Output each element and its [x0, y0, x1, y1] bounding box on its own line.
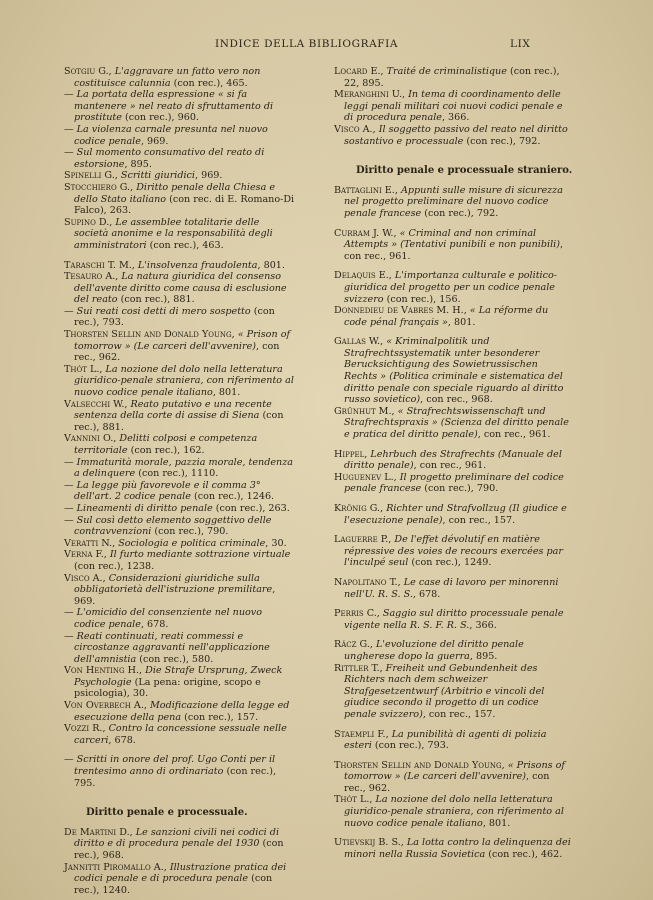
right-section-list: [334, 185, 574, 861]
entry-author: Huguenev L.,: [334, 471, 400, 483]
entry-reference: , 895.: [469, 650, 498, 662]
bibliography-entry: [64, 457, 296, 480]
entry-reference: (con rec.), 968.: [74, 838, 284, 861]
entry-author: —: [64, 305, 77, 317]
entry-reference: (con rec. di E. Romano-Di Falco), 263.: [74, 193, 295, 217]
entry-author: Gallas W.,: [334, 336, 387, 348]
entry-title: Scritti giuridici: [120, 170, 195, 182]
entry-title: « Prison of tomorrow » (Le carceri dell'avvenire): [74, 329, 291, 352]
entry-reference: , 801.: [257, 259, 285, 271]
entry-reference: , 801.: [447, 316, 476, 328]
entry-reference: , 678.: [140, 618, 169, 630]
entry-title: Le sanzioni civili nei codici di diritto e di procedura penale del 1930: [74, 826, 280, 850]
bibliography-entry: [64, 170, 296, 182]
bibliography-entry: [334, 503, 574, 526]
entry-reference: (con rec.), 1110.: [135, 468, 219, 480]
entry-title: La nozione del dolo nella letteratura giuridico-penale straniera, con riferimento al nuovo codice penale italiano: [74, 363, 294, 399]
entry-title: La nozione del dolo nella letteratura giuridico-penale straniera, con riferimento al nuovo codice penale italiano: [344, 794, 564, 829]
entry-title: « La réforme du code pénal français »: [344, 305, 549, 328]
entry-title: L'omicidio del consenziente nel nuovo codice penale: [74, 607, 262, 630]
entry-title: Appunti sulle misure di sicurezza nel progetto preliminare del nuovo codice penale francese: [344, 184, 563, 219]
page-number: LIX: [510, 38, 531, 50]
entry-author: Vozzi R.,: [64, 723, 109, 735]
bibliography-entry: [64, 271, 296, 306]
entry-author: Vannini O.,: [64, 433, 120, 445]
entry-reference: , 895.: [124, 158, 152, 170]
bibliography-entry: [334, 449, 574, 472]
entry-reference: , con rec., 968.: [420, 394, 493, 406]
bibliography-entry: [64, 306, 296, 329]
right-section-title: Diritto penale e processuale straniero.: [356, 165, 573, 177]
entry-reference: (con rec.), 1249.: [408, 557, 492, 569]
entry-author: Thót L.,: [334, 794, 376, 806]
entry-author: De Martini D.,: [64, 826, 136, 838]
entry-author: Spinelli G.,: [64, 170, 121, 182]
bibliography-entry: [334, 534, 574, 569]
entry-reference: (con rec.), 157.: [181, 711, 259, 723]
entry-reference: , 969.: [140, 135, 169, 147]
bibliography-entry: [64, 480, 296, 503]
bibliography-entry: [334, 305, 574, 328]
entry-author: Supino D.,: [64, 216, 116, 228]
entry-title: Il progetto preliminare del codice penale francese: [344, 471, 564, 495]
entry-title: L'importanza culturale e politico-giuridica del progetto per un codice penale svizzero: [344, 270, 558, 305]
entry-author: Von Henting H.,: [64, 665, 146, 677]
entry-reference: , con rec., 962.: [344, 771, 550, 794]
entry-reference: (con rec.), 22, 895.: [344, 66, 560, 89]
entry-title: Sul momento consumativo del reato di estorsione: [74, 147, 265, 170]
bibliography-entry: [334, 185, 574, 220]
bibliography-entry: [64, 538, 296, 550]
bibliography-entry: [64, 631, 296, 666]
entry-author: Curram J. W.,: [334, 227, 400, 239]
entry-author: Rácz G.,: [334, 639, 377, 651]
entry-title: Sui reati cosi detti di mero sospetto: [76, 305, 251, 317]
entry-title: Sul così detto elemento soggettivo delle contravvenzioni: [74, 514, 272, 538]
bibliography-entry: [64, 124, 296, 147]
entry-author: —: [64, 479, 77, 491]
bibliography-entry: [64, 862, 296, 897]
entry-title: « Kriminalpolitik und Strafrechtssystematik unter besonderer Berucksichtigung des Sowietrussischen Rechts » (Politica criminale e sistematica del diritto penale con speciale riguardo al diritto russo sovietico): [344, 336, 564, 406]
entry-title: Considerazioni giuridiche sulla obbligatorietà dell'istruzione premilitare: [74, 572, 273, 596]
entry-reference: , con rec., 962.: [74, 340, 280, 364]
entry-author: —: [64, 147, 77, 159]
entry-reference: (con rec.), 795.: [74, 766, 277, 789]
entry-title: Die Strafe Ursprung, Zweck Psychologie: [74, 665, 283, 688]
entry-author: Visco A.,: [334, 123, 379, 135]
bibliography-entry: [64, 754, 296, 789]
bibliography-entry: [334, 837, 574, 860]
entry-title: Immaturità morale, pazzia morale, tendenza a delinquere: [74, 456, 294, 480]
bibliography-entry: [334, 124, 574, 147]
entry-title: La violenza carnale presunta nel nuovo codice penale: [74, 123, 268, 147]
entry-author: Jannitti Piromallo A.,: [64, 861, 170, 873]
entry-reference: , con rec., 157.: [442, 514, 516, 526]
bibliography-entry: [334, 406, 574, 441]
entry-author: —: [64, 514, 77, 526]
bibliography-entry: [64, 182, 296, 217]
bibliography-entry: [334, 89, 574, 124]
bibliography-entry: [64, 503, 296, 515]
entry-title: Saggio sul diritto processuale penale vigente nella R. S. F. R. S.: [344, 608, 564, 631]
entry-title: De l'effet dévolutif en matière répressive des voies de recours exercées par l'inculpé seul: [344, 534, 563, 569]
bibliography-entry: [64, 607, 296, 630]
entry-author: —: [64, 502, 77, 514]
entry-reference: (con rec.), 1238.: [74, 560, 155, 572]
entry-author: —: [64, 89, 77, 101]
bibliography-entry: [334, 663, 574, 721]
entry-author: Visco A.,: [64, 572, 109, 584]
entry-title: Sociologia e politica criminale: [118, 537, 266, 549]
entry-author: Napolitano T.,: [334, 576, 404, 588]
entry-reference: (con rec.), 792.: [463, 135, 541, 147]
entry-title: La portata della espressione « si fa mantenere » nel reato di sfruttamento di prostitute: [74, 89, 274, 124]
entry-author: Donnedieu de Vabres M. H.,: [334, 305, 470, 317]
entry-author: Sotgiu G.,: [64, 66, 115, 77]
bibliography-entry: [334, 336, 574, 406]
entry-reference: (con rec.), 790.: [421, 483, 499, 495]
entry-author: Grünhut M.,: [334, 405, 398, 417]
entry-title: Reati continuati, reati commessi e circostanze aggravanti nell'applicazione dell'amnistia: [74, 630, 270, 665]
entry-author: Thorsten Sellin and Donald Young,: [334, 759, 508, 771]
entry-reference: (con rec.), 790.: [151, 526, 229, 538]
entry-title: « Strafrechtswissenschaft und Strafrechtspraxis » (Scienza del diritto penale e pratica del diritto penale): [344, 405, 569, 441]
entry-author: Valsecchi W.,: [64, 398, 131, 410]
bibliography-entry: [334, 228, 574, 263]
bibliography-entry: [64, 549, 296, 572]
entry-reference: , con rec., 157.: [422, 708, 496, 720]
entry-title: Diritto penale della Chiesa e dello Stato italiano: [74, 181, 276, 205]
bibliography-entry: [64, 723, 296, 746]
entry-reference: (con rec.), 162.: [127, 445, 205, 456]
entry-title: La punibilità di agenti di polizia esteri: [344, 728, 547, 752]
bibliography-entry: [64, 827, 296, 862]
entry-author: —: [64, 456, 77, 468]
entry-reference: (con rec.), 793.: [74, 305, 275, 329]
bibliography-entry: [64, 573, 296, 608]
entry-reference: (con rec.), 156.: [383, 293, 461, 305]
entry-author: —: [64, 754, 77, 766]
bibliography-entry: [64, 147, 296, 170]
entry-title: Freiheit und Gebundenheit des Richters nach dem schweizer Strafgesetzentwurf (Arbitrio e vincoli del giudice secondo il progetto di un codice penale svizzero): [344, 662, 545, 720]
left-section-title: Diritto penale e processuale.: [86, 807, 248, 819]
entry-author: Stocchiero G.,: [64, 181, 137, 193]
entry-author: Staempli F.,: [334, 728, 392, 740]
entry-author: Locard E.,: [334, 66, 387, 77]
entry-author: Von Overbech A.,: [64, 700, 150, 712]
entry-author: Utievskij B. S.,: [334, 837, 407, 849]
bibliography-entry: [334, 66, 574, 89]
entry-reference: , 366.: [441, 112, 470, 124]
entry-title: « Prisons of tomorrow » (Le carceri dell'avvenire): [344, 759, 565, 783]
bibliography-entry: [334, 472, 574, 495]
entry-author: Veratti N.,: [64, 537, 119, 549]
entry-reference: (La pena: origine, scopo e psicologia), 30.: [74, 676, 261, 700]
entry-author: Rittler T.,: [334, 662, 386, 674]
entry-reference: , 678.: [412, 588, 441, 600]
entry-reference: (con rec.), 462.: [485, 848, 563, 860]
entry-author: Perris C.,: [334, 608, 383, 620]
entry-title: « Criminal and non criminal Attempts » (Tentativi punibili e non punibili): [344, 227, 560, 251]
entry-title: La legge più favorevole e il comma 3° dell'art. 2 codice penale: [74, 479, 261, 503]
entry-author: Taraschi T. M.,: [64, 259, 138, 271]
entry-author: Thorsten Sellin and Donald Young,: [64, 329, 238, 341]
bibliography-entry: [64, 364, 296, 399]
entry-title: La lotta contro la delinquenza dei minori nella Russia Sovietica: [344, 837, 571, 860]
bibliography-entry: [334, 760, 574, 795]
entry-reference: , 366.: [469, 619, 497, 631]
bibliography-entry: [64, 260, 296, 272]
bibliography-entry: [334, 270, 574, 305]
entry-author: Hippel,: [334, 448, 371, 460]
bibliography-entry: [334, 729, 574, 752]
entry-title: La natura giuridica del consenso dell'avente diritto come causa di esclusione del reato: [74, 271, 287, 306]
bibliography-entry: [334, 794, 574, 829]
left-column: [64, 66, 296, 896]
bibliography-entry: [334, 577, 574, 600]
right-top-list: [334, 66, 574, 147]
entry-author: Verna F.,: [64, 549, 110, 561]
entry-author: —: [64, 123, 77, 135]
bibliography-entry: [64, 515, 296, 538]
entry-author: Meranghini U.,: [334, 89, 409, 101]
entry-title: Delitti colposi e competenza territoriale: [74, 433, 258, 456]
left-section-list: [64, 827, 296, 897]
entry-reference: (con rec.), 1246.: [190, 491, 275, 503]
entry-title: Le assemblee totalitarie delle società anonime e la responsabilità degli amministratori: [74, 216, 273, 251]
entry-author: Delaquis E.,: [334, 270, 395, 282]
bibliography-entry: [64, 217, 296, 252]
entry-reference: , 969.: [74, 584, 276, 607]
entry-reference: , con rec., 961.: [477, 429, 551, 441]
entry-title: Lineamenti di diritto penale: [76, 502, 213, 514]
entry-reference: (con rec.), 580.: [136, 653, 214, 665]
header-title: INDICE DELLA BIBLIOGRAFIA: [215, 38, 399, 50]
bibliography-entry: [64, 399, 296, 434]
bibliography-entry: [64, 700, 296, 723]
entry-title: Contro la concessione sessuale nelle carceri: [74, 723, 287, 746]
entry-reference: (con rec.), 881.: [74, 410, 284, 433]
entry-title: L'aggravare un fatto vero non costituisce calunnia: [74, 66, 261, 89]
entry-title: Le case di lavoro per minorenni nell'U. R. S. S.: [344, 576, 559, 600]
entry-reference: (con rec.), 792.: [421, 207, 499, 219]
bibliography-entry: [64, 665, 296, 700]
entry-author: —: [64, 630, 77, 642]
entry-reference: , 969.: [195, 170, 223, 182]
entry-reference: (con rec.), 263.: [212, 502, 290, 514]
page-header: [0, 38, 653, 52]
bibliography-entry: [64, 433, 296, 456]
entry-title: Traité de criminalistique: [386, 66, 507, 77]
entry-reference: (con rec.), 960.: [121, 112, 199, 124]
entry-author: Krönig G.,: [334, 503, 387, 514]
entry-title: Il furto mediante sottrazione virtuale: [109, 549, 291, 561]
bibliography-entry: [334, 639, 574, 662]
entry-author: —: [64, 607, 77, 619]
entry-reference: (con rec.), 1240.: [74, 873, 273, 896]
bibliography-entry: [64, 89, 296, 124]
entry-reference: , 801.: [482, 817, 511, 829]
entry-reference: (con rec.), 793.: [371, 740, 449, 752]
entry-reference: , con rec., 961.: [344, 239, 564, 262]
entry-author: Battaglini E.,: [334, 184, 401, 196]
entry-reference: , 801.: [212, 387, 241, 399]
entry-reference: , 30.: [265, 537, 287, 549]
entry-title: Reato putativo e una recente sentenza della corte di assise di Siena: [74, 398, 272, 422]
entry-author: Laguerre P.,: [334, 534, 395, 546]
left-entry-list: [64, 66, 296, 789]
entry-reference: , 678.: [108, 734, 136, 746]
entry-title: Illustrazione pratica dei codici penale e di procedura penale: [74, 861, 287, 885]
entry-author: Thót L.,: [64, 363, 106, 375]
entry-reference: (con rec.), 881.: [117, 294, 195, 306]
entry-title: L'evoluzione del diritto penale ungherese dopo la guerra: [344, 639, 524, 662]
entry-title: Modificazione della legge ed esecuzione della pena: [74, 700, 290, 723]
entry-title: Lehrbuch des Strafrechts (Manuale del diritto penale): [344, 448, 562, 472]
entry-title: L'insolvenza fraudolenta: [137, 259, 258, 271]
entry-title: Il soggetto passivo del reato nel diritto sostantivo e processuale: [344, 123, 568, 147]
entry-author: Tesauro A.,: [64, 271, 122, 283]
entry-title: In tema di coordinamento delle leggi penali militari coi nuovi codici penale e di procedura penale: [344, 89, 563, 124]
entry-title: Scritti in onore del prof. Ugo Conti per il trentesimo anno di ordinariato: [74, 754, 276, 778]
entry-reference: (con rec.), 465.: [170, 77, 248, 89]
entry-title: Richter und Strafvollzug (Il giudice e l'esecuzione penale): [344, 503, 567, 526]
right-column: [334, 66, 574, 860]
entry-reference: , con rec., 961.: [413, 460, 487, 472]
entry-reference: (con rec.), 463.: [146, 239, 224, 251]
bibliography-entry: [64, 66, 296, 89]
bibliography-entry: [64, 329, 296, 364]
bibliography-entry: [334, 608, 574, 631]
